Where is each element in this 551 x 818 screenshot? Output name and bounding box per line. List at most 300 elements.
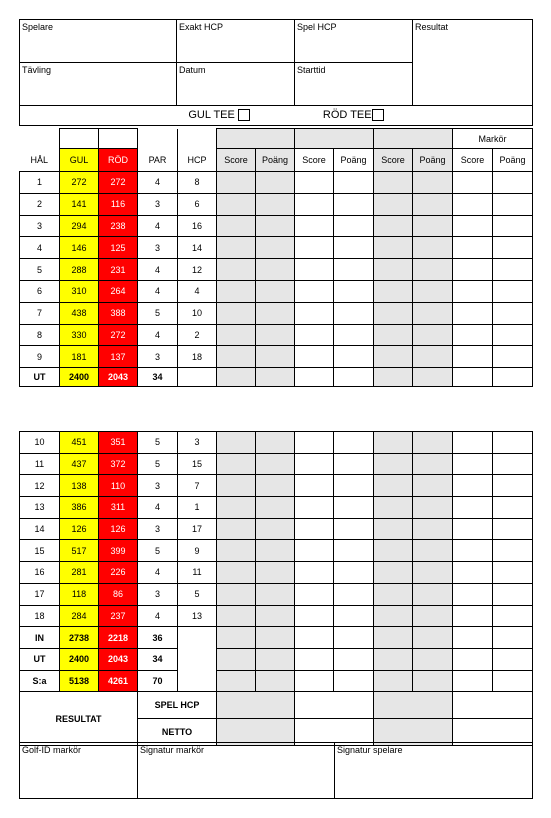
score-entry-cell[interactable] [453, 627, 493, 649]
score-entry-cell[interactable] [217, 237, 256, 259]
total-par: 70 [138, 670, 178, 692]
hole-row [20, 172, 533, 194]
col-points-marker: Poäng [493, 149, 533, 172]
player-signature-label: Signatur spelare [337, 745, 403, 755]
score-entry-cell[interactable] [217, 259, 256, 281]
par-value: 3 [138, 518, 178, 540]
result-label: Resultat [415, 22, 449, 32]
score-entry-cell[interactable] [295, 193, 334, 215]
score-entry-cell[interactable] [374, 346, 413, 368]
score-entry-cell[interactable] [413, 627, 453, 649]
score-entry-cell[interactable] [217, 432, 256, 454]
hole-row [20, 562, 533, 584]
hcp-value: 13 [178, 605, 217, 627]
score-entry-cell[interactable] [453, 497, 493, 519]
out-par: 34 [138, 368, 178, 387]
result-field[interactable] [413, 20, 533, 106]
score-entry-cell[interactable] [374, 562, 413, 584]
score-entry-cell[interactable] [334, 172, 374, 194]
score-entry-cell[interactable] [453, 346, 493, 368]
par-value: 3 [138, 475, 178, 497]
red-distance: 110 [99, 475, 138, 497]
score-entry-cell[interactable] [374, 670, 413, 692]
score-entry-cell[interactable] [334, 324, 374, 346]
play-hcp-input-4[interactable] [453, 692, 533, 719]
score-entry-cell[interactable] [493, 193, 533, 215]
score-entry-cell[interactable] [493, 605, 533, 627]
score-entry-cell[interactable] [374, 432, 413, 454]
header-table [19, 19, 533, 126]
score-entry-cell[interactable] [256, 605, 295, 627]
score-entry-cell[interactable] [413, 259, 453, 281]
score-entry-cell[interactable] [217, 280, 256, 302]
score-entry-cell[interactable] [453, 215, 493, 237]
score-entry-cell[interactable] [374, 518, 413, 540]
total-row [20, 670, 533, 692]
score-entry-cell[interactable] [493, 302, 533, 324]
score-entry-cell[interactable] [493, 259, 533, 281]
score-entry-cell[interactable] [295, 562, 334, 584]
score-entry-cell[interactable] [295, 302, 334, 324]
col-score-2: Score [295, 149, 334, 172]
score-entry-cell[interactable] [374, 193, 413, 215]
total-row [20, 648, 533, 670]
hole-number: 2 [20, 193, 60, 215]
hole-row [20, 497, 533, 519]
score-entry-cell[interactable] [334, 627, 374, 649]
score-entry-cell[interactable] [374, 583, 413, 605]
score-entry-cell[interactable] [334, 193, 374, 215]
score-entry-cell[interactable] [453, 432, 493, 454]
red-distance: 372 [99, 453, 138, 475]
score-entry-cell[interactable] [334, 475, 374, 497]
score-entry-cell[interactable] [493, 518, 533, 540]
score-entry-cell[interactable] [217, 540, 256, 562]
hole-number: 6 [20, 280, 60, 302]
total-label: S:a [20, 670, 60, 692]
score-entry-cell[interactable] [295, 432, 334, 454]
hole-number: 10 [20, 432, 60, 454]
score-entry-cell[interactable] [217, 346, 256, 368]
score-entry-cell[interactable] [453, 193, 493, 215]
score-entry-cell[interactable] [295, 172, 334, 194]
col-points-1: Poäng [256, 149, 295, 172]
date-label: Datum [179, 65, 206, 75]
tee-selection-row [20, 106, 533, 126]
score-entry-cell[interactable] [256, 518, 295, 540]
out-red: 2043 [99, 368, 138, 387]
score-entry-cell[interactable] [453, 540, 493, 562]
score-entry-cell[interactable] [217, 562, 256, 584]
player-signature-field[interactable] [335, 743, 533, 799]
score-entry-cell[interactable] [374, 540, 413, 562]
hole-number: 16 [20, 562, 60, 584]
score-entry-cell[interactable] [493, 648, 533, 670]
total-red: 2043 [99, 648, 138, 670]
score-entry-cell[interactable] [413, 237, 453, 259]
score-entry-cell[interactable] [374, 302, 413, 324]
hole-row [20, 540, 533, 562]
score-entry-cell[interactable] [295, 605, 334, 627]
score-entry-cell[interactable] [217, 453, 256, 475]
competition-field[interactable] [20, 63, 177, 106]
play-hcp-row-label: SPEL HCP [138, 692, 217, 719]
score-entry-cell[interactable] [334, 259, 374, 281]
score-entry-cell[interactable] [413, 172, 453, 194]
hole-number: 3 [20, 215, 60, 237]
score-entry-cell[interactable] [256, 648, 295, 670]
red-distance: 351 [99, 432, 138, 454]
score-entry-cell[interactable] [217, 172, 256, 194]
score-entry-cell[interactable] [256, 497, 295, 519]
score-entry-cell[interactable] [453, 648, 493, 670]
score-entry-cell[interactable] [334, 562, 374, 584]
score-entry-cell[interactable] [295, 237, 334, 259]
score-entry-cell[interactable] [453, 237, 493, 259]
score-entry-cell[interactable] [295, 259, 334, 281]
score-entry-cell[interactable] [334, 518, 374, 540]
score-entry-cell[interactable] [453, 605, 493, 627]
out-label: UT [20, 368, 60, 387]
score-entry-cell[interactable] [493, 497, 533, 519]
score-entry-cell[interactable] [256, 453, 295, 475]
score-entry-cell[interactable] [217, 605, 256, 627]
score-entry-cell[interactable] [256, 280, 295, 302]
score-entry-cell[interactable] [453, 172, 493, 194]
score-entry-cell[interactable] [217, 648, 256, 670]
yellow-tee-checkbox[interactable] [238, 109, 250, 121]
hole-number: 14 [20, 518, 60, 540]
hcp-value: 7 [178, 475, 217, 497]
score-entry-cell[interactable] [217, 518, 256, 540]
hcp-value: 4 [178, 280, 217, 302]
score-entry-cell[interactable] [217, 324, 256, 346]
red-distance: 272 [99, 172, 138, 194]
score-entry-cell[interactable] [295, 627, 334, 649]
yellow-distance: 281 [60, 562, 99, 584]
score-entry-cell[interactable] [374, 259, 413, 281]
par-value: 5 [138, 540, 178, 562]
score-entry-cell[interactable] [295, 280, 334, 302]
score-entry-cell[interactable] [334, 302, 374, 324]
score-entry-cell[interactable] [413, 475, 453, 497]
score-entry-cell[interactable] [413, 648, 453, 670]
score-entry-cell[interactable] [256, 237, 295, 259]
score-entry-cell[interactable] [295, 346, 334, 368]
red-distance: 399 [99, 540, 138, 562]
score-entry-cell[interactable] [374, 280, 413, 302]
hole-row [20, 475, 533, 497]
hole-row [20, 518, 533, 540]
col-score-3: Score [374, 149, 413, 172]
score-entry-cell[interactable] [217, 497, 256, 519]
red-tee-label: RÖD TEE [322, 109, 372, 122]
score-entry-cell[interactable] [217, 193, 256, 215]
score-entry-cell[interactable] [256, 540, 295, 562]
score-entry-cell[interactable] [413, 670, 453, 692]
marker-signature-label: Signatur markör [140, 745, 205, 755]
total-row [20, 627, 533, 649]
player-field[interactable] [20, 20, 177, 63]
score-entry-cell[interactable] [493, 540, 533, 562]
score-entry-cell[interactable] [493, 346, 533, 368]
score-entry-cell[interactable] [493, 432, 533, 454]
yellow-distance: 330 [60, 324, 99, 346]
par-value: 4 [138, 259, 178, 281]
exact-hcp-label: Exakt HCP [179, 22, 224, 32]
front-nine-table [19, 128, 533, 387]
score-entry-cell[interactable] [374, 172, 413, 194]
hcp-value: 8 [178, 172, 217, 194]
col-par: PAR [138, 149, 178, 172]
score-entry-cell[interactable] [295, 453, 334, 475]
score-entry-cell[interactable] [256, 670, 295, 692]
score-entry-cell[interactable] [453, 302, 493, 324]
score-entry-cell[interactable] [493, 475, 533, 497]
date-field[interactable] [177, 63, 295, 106]
col-points-3: Poäng [413, 149, 453, 172]
par-value: 4 [138, 324, 178, 346]
hole-number: 4 [20, 237, 60, 259]
score-entry-cell[interactable] [295, 215, 334, 237]
par-value: 4 [138, 280, 178, 302]
play-hcp-input-2[interactable] [295, 692, 374, 719]
score-entry-cell[interactable] [295, 540, 334, 562]
col-hole: HÅL [20, 149, 60, 172]
score-entry-cell[interactable] [295, 475, 334, 497]
marker-signature-field[interactable] [138, 743, 335, 799]
start-time-label: Starttid [297, 65, 326, 75]
score-entry-cell[interactable] [295, 583, 334, 605]
hole-row [20, 583, 533, 605]
score-entry-cell[interactable] [217, 627, 256, 649]
yellow-distance: 386 [60, 497, 99, 519]
total-label: IN [20, 627, 60, 649]
score-entry-cell[interactable] [374, 324, 413, 346]
score-entry-cell[interactable] [493, 172, 533, 194]
score-entry-cell[interactable] [453, 259, 493, 281]
score-entry-cell[interactable] [413, 518, 453, 540]
score-entry-cell[interactable] [453, 280, 493, 302]
hole-row [20, 302, 533, 324]
red-distance: 226 [99, 562, 138, 584]
red-distance: 231 [99, 259, 138, 281]
yellow-distance: 517 [60, 540, 99, 562]
score-entry-cell[interactable] [493, 280, 533, 302]
marker-golf-id-field[interactable] [20, 743, 138, 799]
score-entry-cell[interactable] [295, 648, 334, 670]
hole-number: 13 [20, 497, 60, 519]
score-entry-cell[interactable] [413, 302, 453, 324]
score-entry-cell[interactable] [374, 605, 413, 627]
par-value: 4 [138, 172, 178, 194]
yellow-distance: 126 [60, 518, 99, 540]
hcp-value: 18 [178, 346, 217, 368]
score-entry-cell[interactable] [217, 670, 256, 692]
score-entry-cell[interactable] [493, 627, 533, 649]
hcp-value: 10 [178, 302, 217, 324]
hcp-value: 2 [178, 324, 217, 346]
score-entry-cell[interactable] [413, 453, 453, 475]
score-entry-cell[interactable] [334, 540, 374, 562]
score-entry-cell[interactable] [413, 605, 453, 627]
yellow-distance: 451 [60, 432, 99, 454]
score-entry-cell[interactable] [374, 497, 413, 519]
score-entry-cell[interactable] [295, 670, 334, 692]
hcp-value: 17 [178, 518, 217, 540]
score-entry-cell[interactable] [217, 302, 256, 324]
score-entry-cell[interactable] [334, 432, 374, 454]
score-entry-cell[interactable] [256, 324, 295, 346]
score-entry-cell[interactable] [256, 562, 295, 584]
score-entry-cell[interactable] [493, 215, 533, 237]
score-entry-cell[interactable] [453, 583, 493, 605]
score-entry-cell[interactable] [413, 193, 453, 215]
score-entry-cell[interactable] [217, 583, 256, 605]
score-entry-cell[interactable] [256, 475, 295, 497]
hole-row [20, 259, 533, 281]
play-hcp-input-1[interactable] [217, 692, 295, 719]
score-entry-cell[interactable] [453, 670, 493, 692]
hole-number: 18 [20, 605, 60, 627]
score-entry-cell[interactable] [453, 475, 493, 497]
red-distance: 237 [99, 605, 138, 627]
score-entry-cell[interactable] [256, 302, 295, 324]
yellow-distance: 437 [60, 453, 99, 475]
hole-number: 17 [20, 583, 60, 605]
score-entry-cell[interactable] [453, 453, 493, 475]
total-red: 2218 [99, 627, 138, 649]
total-red: 4261 [99, 670, 138, 692]
score-entry-cell[interactable] [493, 583, 533, 605]
score-entry-cell[interactable] [295, 324, 334, 346]
score-entry-cell[interactable] [256, 172, 295, 194]
play-hcp-input-3[interactable] [374, 692, 453, 719]
score-entry-cell[interactable] [334, 280, 374, 302]
par-value: 5 [138, 432, 178, 454]
par-value: 3 [138, 583, 178, 605]
par-value: 3 [138, 193, 178, 215]
hole-number: 12 [20, 475, 60, 497]
yellow-distance: 310 [60, 280, 99, 302]
par-value: 4 [138, 562, 178, 584]
hole-row [20, 432, 533, 454]
par-value: 5 [138, 302, 178, 324]
score-entry-cell[interactable] [217, 475, 256, 497]
result-title: RESULTAT [20, 692, 138, 746]
score-entry-cell[interactable] [374, 237, 413, 259]
score-entry-cell[interactable] [493, 670, 533, 692]
score-entry-cell[interactable] [334, 453, 374, 475]
score-entry-cell[interactable] [413, 432, 453, 454]
yellow-distance: 181 [60, 346, 99, 368]
score-entry-cell[interactable] [453, 324, 493, 346]
score-entry-cell[interactable] [413, 583, 453, 605]
hcp-value: 1 [178, 497, 217, 519]
net-row-label: NETTO [138, 719, 217, 746]
score-entry-cell[interactable] [374, 627, 413, 649]
red-distance: 126 [99, 518, 138, 540]
yellow-distance: 138 [60, 475, 99, 497]
marker-header: Markör [453, 129, 533, 149]
score-entry-cell[interactable] [334, 583, 374, 605]
total-yellow: 2400 [60, 648, 99, 670]
score-entry-cell[interactable] [334, 237, 374, 259]
score-entry-cell[interactable] [413, 280, 453, 302]
score-entry-cell[interactable] [374, 215, 413, 237]
score-entry-cell[interactable] [256, 259, 295, 281]
score-entry-cell[interactable] [493, 237, 533, 259]
yellow-distance: 272 [60, 172, 99, 194]
score-entry-cell[interactable] [334, 346, 374, 368]
red-tee-checkbox[interactable] [372, 109, 384, 121]
hcp-value: 16 [178, 215, 217, 237]
score-entry-cell[interactable] [256, 627, 295, 649]
total-par: 34 [138, 648, 178, 670]
score-entry-cell[interactable] [256, 432, 295, 454]
red-distance: 388 [99, 302, 138, 324]
play-hcp-label: Spel HCP [297, 22, 337, 32]
score-entry-cell[interactable] [413, 324, 453, 346]
score-entry-cell[interactable] [334, 648, 374, 670]
score-entry-cell[interactable] [374, 453, 413, 475]
score-entry-cell[interactable] [374, 475, 413, 497]
hcp-value: 6 [178, 193, 217, 215]
score-entry-cell[interactable] [256, 193, 295, 215]
score-entry-cell[interactable] [334, 670, 374, 692]
score-entry-cell[interactable] [413, 346, 453, 368]
score-entry-cell[interactable] [334, 215, 374, 237]
score-entry-cell[interactable] [453, 562, 493, 584]
score-entry-cell[interactable] [413, 497, 453, 519]
score-entry-cell[interactable] [256, 346, 295, 368]
red-distance: 311 [99, 497, 138, 519]
score-entry-cell[interactable] [295, 518, 334, 540]
col-score-marker: Score [453, 149, 493, 172]
red-distance: 125 [99, 237, 138, 259]
score-entry-cell[interactable] [413, 215, 453, 237]
start-time-field[interactable] [295, 63, 413, 106]
score-entry-cell[interactable] [217, 215, 256, 237]
score-entry-cell[interactable] [295, 497, 334, 519]
score-entry-cell[interactable] [493, 453, 533, 475]
score-entry-cell[interactable] [256, 583, 295, 605]
score-entry-cell[interactable] [374, 648, 413, 670]
hcp-value: 3 [178, 432, 217, 454]
score-entry-cell[interactable] [413, 562, 453, 584]
col-score-1: Score [217, 149, 256, 172]
red-distance: 272 [99, 324, 138, 346]
hole-row [20, 453, 533, 475]
score-entry-cell[interactable] [413, 540, 453, 562]
score-entry-cell[interactable] [256, 215, 295, 237]
competition-label: Tävling [22, 65, 52, 75]
par-value: 3 [138, 346, 178, 368]
total-label: UT [20, 648, 60, 670]
score-entry-cell[interactable] [334, 497, 374, 519]
score-entry-cell[interactable] [334, 605, 374, 627]
hole-row [20, 280, 533, 302]
exact-hcp-field[interactable] [177, 20, 295, 63]
score-entry-cell[interactable] [493, 324, 533, 346]
hole-row [20, 605, 533, 627]
score-entry-cell[interactable] [493, 562, 533, 584]
hole-number: 11 [20, 453, 60, 475]
hcp-value: 14 [178, 237, 217, 259]
score-entry-cell[interactable] [453, 518, 493, 540]
play-hcp-field[interactable] [295, 20, 413, 63]
par-value: 5 [138, 453, 178, 475]
